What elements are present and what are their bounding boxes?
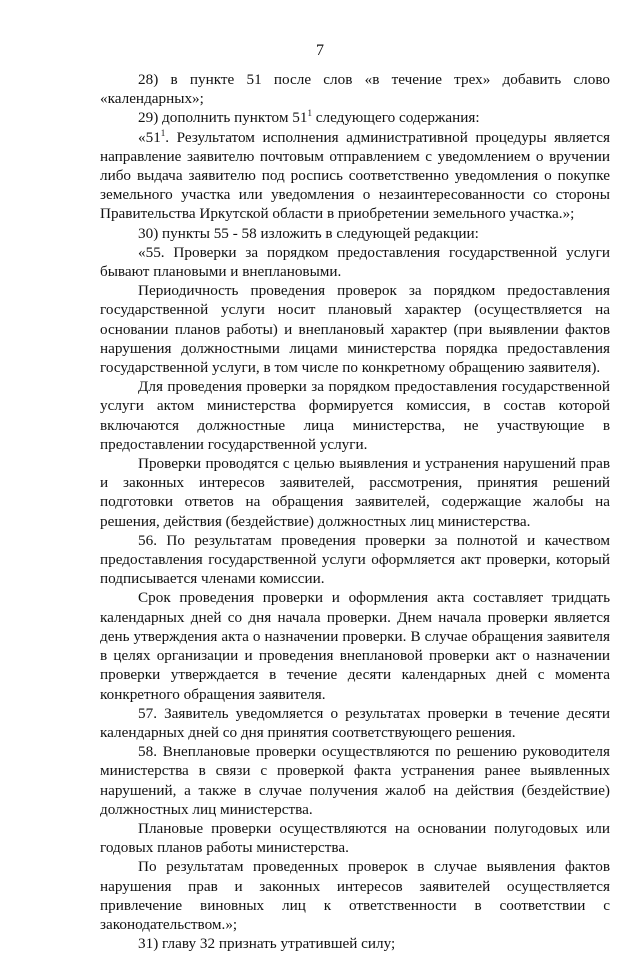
paragraph-point-55: «55. Проверки за порядком предоставления государственной услуги бывают плановыми и внеплановыми. [100, 243, 610, 281]
paragraph-point-58: 58. Внеплановые проверки осуществляются по решению руководителя министерства в связи с проверкой факта устранения ранее выявленных нарушений, а также в случае получения жалоб на действия (бездействие) должностных лиц министерства. [100, 743, 610, 818]
paragraph-point-56: 56. По результатам проведения проверки за полнотой и качеством предоставления государственной услуги оформляется акт проверки, который подписывается членами комиссии. [100, 531, 610, 588]
paragraph-planned-checks: Плановые проверки осуществляются на основании полугодовых или годовых планов работы министерства. [100, 819, 610, 857]
superscript-one: 1 [307, 108, 312, 119]
paragraph-results: По результатам проведенных проверок в случае выявления фактов нарушения прав и законных интересов заявителей осуществляется привлечение виновных лиц к ответственности в соответствии с законодательством.»; [100, 858, 610, 933]
superscript-one: 1 [160, 127, 166, 138]
paragraph-term: Срок проведения проверки и оформления акта составляет тридцать календарных дней со дня начала проверки. Днем начала проверки является день утверждения акта о назначении проверки. В случае обращения заявителя в целях организации и проведения внеплановой проверки акт о назначении проверки утверждается в течение десяти календарных дней с момента конкретного обращения заявителя. [100, 589, 610, 703]
paragraph-point-51-1: «$51^1$. Результатом исполнения административной процедуры является направление заявителю почтовым отправлением с уведомлением о вручении либо выдача заявителю под роспись соответственно уведомления о покупке земельного участка или уведомления о незаинтересованности со стороны Правительства Иркутской области в приобретении земельного участка.»; [100, 127, 610, 223]
paragraph-point-57: 57. Заявитель уведомляется о результатах проверки в течение десяти календарных дней со дня принятия соответствующего решения. [100, 704, 610, 741]
paragraph-item-31: 31) главу 32 признать утратившей силу; [138, 935, 396, 953]
paragraph-item-29: 29) дополнить пунктом $51^1$ следующего содержания: [138, 108, 480, 127]
page-number: 7 [316, 42, 324, 59]
paragraph-periodicity: Периодичность проведения проверок за порядком предоставления государственной услуги носит плановый характер (осуществляется на основании планов работы) и внеплановый характер (при выявлении фактов нарушения должностными лицами министерства порядка предоставления государственной услуги, в том числе по конкретному обращению заявителя). [100, 282, 610, 377]
paragraph-purpose: Проверки проводятся с целью выявления и устранения нарушений прав и законных интересов заявителей, рассмотрения, принятия решений подготовки ответов на обращения заявителей, содержащие жалобы на решения, действия (бездействие) должностных лиц министерства. [100, 455, 610, 530]
document-body [100, 70, 610, 953]
paragraph-item-30: 30) пункты 55 - 58 изложить в следующей редакции: [138, 224, 479, 242]
paragraph-commission: Для проведения проверки за порядком предоставления государственной услуги актом министерства формируется комиссия, в состав которой включаются должностные лица министерства, не участвующие в предоставлении государственной услуги. [100, 378, 610, 453]
paragraph-item-28: 28) в пункте 51 после слов «в течение трех» добавить слово «календарных»; [100, 71, 610, 108]
